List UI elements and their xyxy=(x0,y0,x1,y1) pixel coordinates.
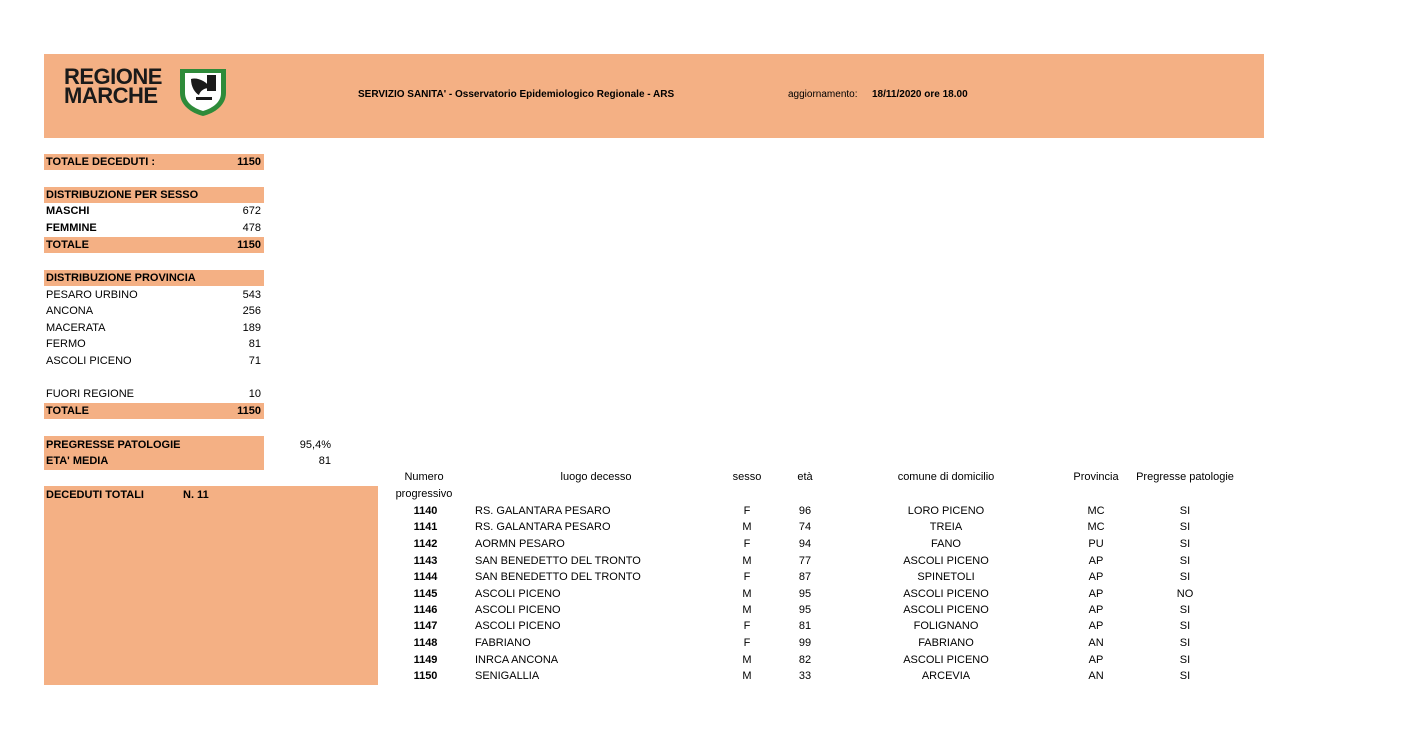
cell-provincia: MC xyxy=(1087,505,1105,517)
cell-patologie: SI xyxy=(1179,670,1191,682)
table-row xyxy=(380,553,1260,569)
cell-numero: 1146 xyxy=(413,604,438,616)
cell-eta: 95 xyxy=(798,604,812,616)
cell-patologie: SI xyxy=(1179,538,1191,550)
sex-value: 672 xyxy=(242,205,261,217)
cell-patologie: NO xyxy=(1176,588,1194,600)
province-value: 256 xyxy=(242,305,261,317)
cell-comune: ASCOLI PICENO xyxy=(903,555,989,567)
cell-numero: 1145 xyxy=(413,588,438,600)
cell-sesso: M xyxy=(742,670,752,682)
daily-deaths-label: DECEDUTI TOTALI xyxy=(46,489,144,501)
cell-eta: 74 xyxy=(798,521,812,533)
cell-eta: 81 xyxy=(798,620,812,632)
province-distribution-title xyxy=(44,270,264,286)
header-comune: comune di domicilio xyxy=(897,471,995,483)
province-value: 189 xyxy=(242,322,261,334)
cell-luogo: SENIGALLIA xyxy=(475,670,540,682)
cell-eta: 94 xyxy=(798,538,812,550)
sex-total-value: 1150 xyxy=(237,239,261,251)
cell-provincia: AP xyxy=(1088,588,1104,600)
average-age-label: ETA' MEDIA xyxy=(46,455,109,467)
table-row xyxy=(380,586,1260,602)
cell-comune: ASCOLI PICENO xyxy=(903,654,989,666)
regione-marche-logo xyxy=(64,66,234,118)
cell-numero: 1141 xyxy=(413,521,438,533)
cell-luogo: SAN BENEDETTO DEL TRONTO xyxy=(475,571,641,583)
table-row xyxy=(380,618,1260,634)
cell-luogo: SAN BENEDETTO DEL TRONTO xyxy=(475,555,641,567)
cell-provincia: PU xyxy=(1088,538,1104,550)
province-label: ANCONA xyxy=(46,305,94,317)
cell-luogo: ASCOLI PICENO xyxy=(475,604,561,616)
sex-row-female xyxy=(44,220,264,236)
table-row xyxy=(380,569,1260,585)
table-row xyxy=(380,652,1260,668)
sex-total-label: TOTALE xyxy=(46,239,89,251)
sex-row-male xyxy=(44,203,264,219)
cell-comune: LORO PICENO xyxy=(907,505,985,517)
cell-provincia: AN xyxy=(1088,637,1104,649)
cell-provincia: AN xyxy=(1088,670,1104,682)
cell-comune: SPINETOLI xyxy=(917,571,975,583)
total-deaths-label: TOTALE DECEDUTI : xyxy=(46,156,155,168)
province-distribution-title-text: DISTRIBUZIONE PROVINCIA xyxy=(46,272,196,284)
cell-sesso: M xyxy=(742,555,752,567)
header-sesso: sesso xyxy=(732,471,762,483)
update-label: aggiornamento: xyxy=(788,89,858,100)
sex-distribution-title-text: DISTRIBUZIONE PER SESSO xyxy=(46,189,199,201)
cell-eta: 77 xyxy=(798,555,812,567)
cell-numero: 1143 xyxy=(413,555,438,567)
cell-patologie: SI xyxy=(1179,571,1191,583)
table-row xyxy=(380,536,1260,552)
cell-patologie: SI xyxy=(1179,604,1191,616)
province-row xyxy=(44,287,264,303)
header-eta: età xyxy=(797,471,813,483)
cell-comune: ASCOLI PICENO xyxy=(903,604,989,616)
cell-eta: 96 xyxy=(798,505,812,517)
cell-patologie: SI xyxy=(1179,521,1191,533)
cell-luogo: FABRIANO xyxy=(475,637,531,649)
province-label: PESARO URBINO xyxy=(46,289,138,301)
logo-line-1: REGIONE xyxy=(64,64,162,89)
cell-comune: FANO xyxy=(931,538,961,550)
cell-luogo: INRCA ANCONA xyxy=(475,654,559,666)
cell-comune: ASCOLI PICENO xyxy=(903,588,989,600)
header-provincia: Provincia xyxy=(1073,471,1119,483)
cell-luogo: RS. GALANTARA PESARO xyxy=(475,505,611,517)
province-total-row xyxy=(44,403,264,419)
cell-eta: 99 xyxy=(798,637,812,649)
table-row xyxy=(380,519,1260,535)
province-value: 71 xyxy=(248,355,261,367)
province-value: 543 xyxy=(242,289,261,301)
cell-provincia: AP xyxy=(1088,555,1104,567)
pathology-label: PREGRESSE PATOLOGIE xyxy=(46,439,181,451)
cell-numero: 1148 xyxy=(413,637,438,649)
province-row xyxy=(44,353,264,369)
cell-sesso: F xyxy=(743,637,751,649)
header-numero: Numero xyxy=(404,471,444,483)
cell-patologie: SI xyxy=(1179,637,1191,649)
cell-sesso: F xyxy=(743,620,751,632)
cell-patologie: SI xyxy=(1179,654,1191,666)
cell-provincia: AP xyxy=(1088,571,1104,583)
cell-sesso: M xyxy=(742,654,752,666)
logo-line-2: MARCHE xyxy=(64,83,158,108)
cell-patologie: SI xyxy=(1179,555,1191,567)
cell-numero: 1144 xyxy=(413,571,438,583)
total-deaths-row xyxy=(44,154,264,170)
table-row xyxy=(380,503,1260,519)
cell-sesso: M xyxy=(742,521,752,533)
cell-comune: TREIA xyxy=(929,521,963,533)
header-luogo: luogo decesso xyxy=(560,471,632,483)
header-progressivo: progressivo xyxy=(395,488,453,500)
province-value: 81 xyxy=(248,338,261,350)
cell-eta: 87 xyxy=(798,571,812,583)
sex-label: FEMMINE xyxy=(46,222,97,234)
daily-deaths-count: N. 11 xyxy=(183,489,209,501)
province-row xyxy=(44,320,264,336)
cell-luogo: RS. GALANTARA PESARO xyxy=(475,521,611,533)
sex-total-row xyxy=(44,237,264,253)
cell-eta: 82 xyxy=(798,654,812,666)
outside-region-row xyxy=(44,386,264,402)
cell-comune: FOLIGNANO xyxy=(913,620,979,632)
cell-numero: 1149 xyxy=(413,654,438,666)
average-age-value: 81 xyxy=(318,455,331,467)
province-label: FERMO xyxy=(46,338,86,350)
report-header xyxy=(44,54,1264,138)
cell-numero: 1147 xyxy=(413,620,438,632)
cell-provincia: MC xyxy=(1087,521,1105,533)
cell-eta: 95 xyxy=(798,588,812,600)
cell-sesso: F xyxy=(743,538,751,550)
update-value: 18/11/2020 ore 18.00 xyxy=(872,89,968,100)
sex-distribution-title xyxy=(44,187,264,203)
cell-comune: FABRIANO xyxy=(918,637,974,649)
cell-provincia: AP xyxy=(1088,654,1104,666)
cell-eta: 33 xyxy=(798,670,812,682)
header-patologie: Pregresse patologie xyxy=(1136,471,1234,483)
province-row xyxy=(44,303,264,319)
table-row xyxy=(380,668,1260,684)
cell-provincia: AP xyxy=(1088,604,1104,616)
cell-sesso: F xyxy=(743,571,751,583)
cell-patologie: SI xyxy=(1179,620,1191,632)
cell-numero: 1150 xyxy=(413,670,438,682)
sex-value: 478 xyxy=(242,222,261,234)
province-label: MACERATA xyxy=(46,322,106,334)
service-title: SERVIZIO SANITA' - Osservatorio Epidemiologico Regionale - ARS xyxy=(358,89,675,100)
province-label: ASCOLI PICENO xyxy=(46,355,132,367)
cell-sesso: M xyxy=(742,588,752,600)
cell-sesso: M xyxy=(742,604,752,616)
cell-provincia: AP xyxy=(1088,620,1104,632)
province-total-label: TOTALE xyxy=(46,405,89,417)
total-deaths-value: 1150 xyxy=(237,156,261,168)
pathology-value: 95,4% xyxy=(299,439,331,451)
outside-region-value: 10 xyxy=(248,388,261,400)
table-row xyxy=(380,602,1260,618)
province-row xyxy=(44,336,264,352)
cell-patologie: SI xyxy=(1179,505,1191,517)
shield-icon xyxy=(177,67,229,117)
daily-deaths-box xyxy=(44,486,378,685)
sex-label: MASCHI xyxy=(46,205,90,217)
cell-luogo: ASCOLI PICENO xyxy=(475,588,561,600)
cell-comune: ARCEVIA xyxy=(921,670,971,682)
table-row xyxy=(380,635,1260,651)
province-total-value: 1150 xyxy=(237,405,261,417)
outside-region-label: FUORI REGIONE xyxy=(46,388,135,400)
cell-luogo: ASCOLI PICENO xyxy=(475,620,561,632)
cell-numero: 1142 xyxy=(413,538,438,550)
cell-numero: 1140 xyxy=(413,505,438,517)
cell-luogo: AORMN PESARO xyxy=(475,538,565,550)
cell-sesso: F xyxy=(743,505,751,517)
